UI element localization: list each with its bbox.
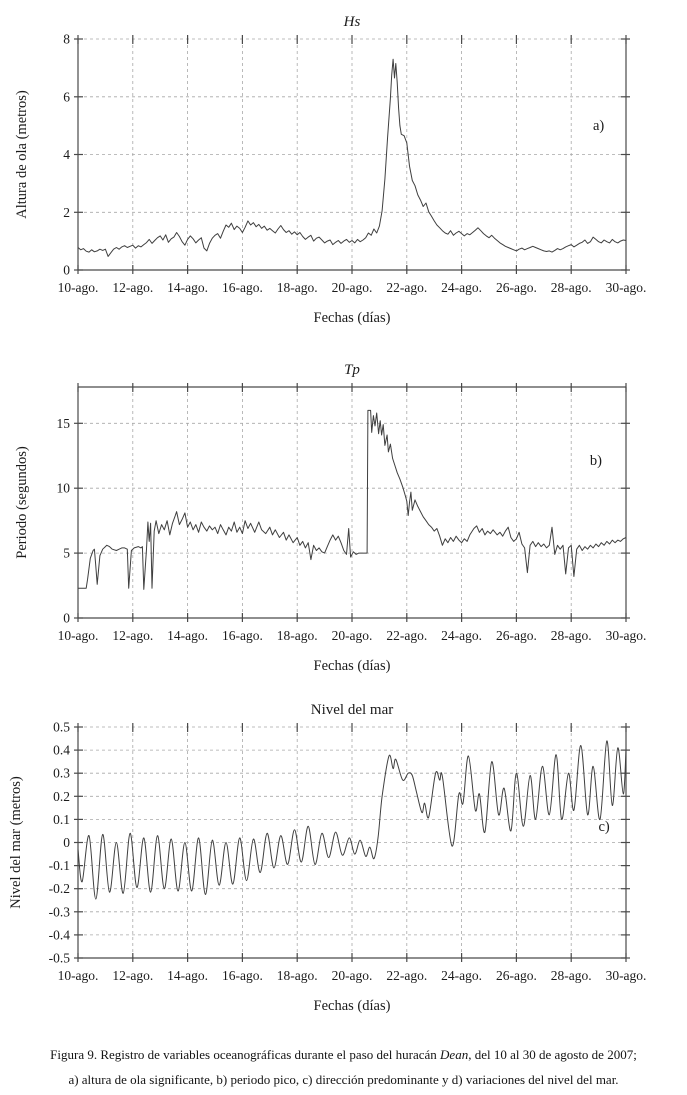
svg-text:14-ago.: 14-ago. [167,968,209,983]
svg-text:18-ago.: 18-ago. [276,968,318,983]
sea-level-chart [0,690,687,1030]
svg-text:c): c) [598,818,610,835]
caption-text-suffix: , del 10 al 30 de agosto de 2007; [468,1047,637,1062]
svg-text:26-ago.: 26-ago. [495,280,537,295]
svg-text:-0.5: -0.5 [48,950,70,966]
svg-text:2: 2 [63,204,70,220]
chart-a-block [0,0,687,345]
svg-text:30-ago.: 30-ago. [605,280,647,295]
svg-text:Fechas (días): Fechas (días) [313,658,391,674]
svg-text:20-ago.: 20-ago. [331,280,373,295]
svg-text:0: 0 [63,610,70,626]
caption-hurricane-name: Dean [440,1047,469,1062]
svg-text:-0.4: -0.4 [48,927,70,943]
svg-text:12-ago.: 12-ago. [112,628,154,643]
svg-text:6: 6 [63,89,70,105]
svg-text:5: 5 [63,545,70,561]
svg-text:0.3: 0.3 [53,765,70,781]
svg-text:10-ago.: 10-ago. [57,280,99,295]
svg-text:22-ago.: 22-ago. [386,968,428,983]
svg-text:Nivel del mar: Nivel del mar [310,702,394,718]
svg-text:24-ago.: 24-ago. [441,628,483,643]
svg-text:Tp: Tp [344,362,360,378]
caption-line-2: a) altura de ola significante, b) periodo pico, c) dirección predominante y d) variaciones del nivel del mar. [68,1072,619,1087]
tp-peak-period-chart [0,345,687,690]
svg-text:16-ago.: 16-ago. [221,968,263,983]
svg-text:22-ago.: 22-ago. [386,628,428,643]
svg-text:20-ago.: 20-ago. [331,968,373,983]
svg-text:14-ago.: 14-ago. [167,280,209,295]
svg-text:16-ago.: 16-ago. [221,280,263,295]
svg-text:10-ago.: 10-ago. [57,628,99,643]
svg-text:30-ago.: 30-ago. [605,628,647,643]
svg-text:Fechas (días): Fechas (días) [313,998,391,1014]
svg-text:Nivel del mar (metros): Nivel del mar (metros) [8,776,24,909]
figure-caption [0,1030,687,1092]
svg-text:-0.2: -0.2 [48,881,70,897]
svg-text:8: 8 [63,31,70,47]
svg-text:26-ago.: 26-ago. [495,628,537,643]
svg-text:28-ago.: 28-ago. [550,968,592,983]
caption-line-1 [0,1042,687,1067]
chart-c-block [0,690,687,1030]
svg-text:28-ago.: 28-ago. [550,628,592,643]
svg-text:12-ago.: 12-ago. [112,968,154,983]
svg-text:Hs: Hs [343,14,361,30]
svg-text:14-ago.: 14-ago. [167,628,209,643]
svg-text:12-ago.: 12-ago. [112,280,154,295]
svg-text:0.5: 0.5 [53,719,70,735]
svg-text:a): a) [592,118,605,134]
svg-text:4: 4 [63,147,70,162]
svg-text:-0.3: -0.3 [48,904,70,920]
svg-text:26-ago.: 26-ago. [495,968,537,983]
svg-text:0.2: 0.2 [53,788,70,804]
svg-text:10-ago.: 10-ago. [57,968,99,983]
hs-wave-height-chart [0,0,687,345]
svg-text:-0.1: -0.1 [48,858,70,874]
svg-text:0: 0 [63,835,70,850]
svg-text:Altura de ola (metros): Altura de ola (metros) [14,90,30,219]
svg-text:24-ago.: 24-ago. [441,968,483,983]
svg-text:15: 15 [56,415,70,431]
svg-text:18-ago.: 18-ago. [276,280,318,295]
svg-text:Periodo (segundos): Periodo (segundos) [14,446,30,559]
chart-b-block [0,345,687,690]
svg-text:b): b) [589,452,602,469]
svg-text:0: 0 [63,262,70,278]
caption-text-prefix: Figura 9. Registro de variables oceanográficas durante el paso del huracán [50,1047,441,1062]
svg-text:20-ago.: 20-ago. [331,628,373,643]
svg-text:10: 10 [56,480,70,496]
svg-text:22-ago.: 22-ago. [386,280,428,295]
svg-text:18-ago.: 18-ago. [276,628,318,643]
svg-text:0.4: 0.4 [53,742,70,758]
svg-text:30-ago.: 30-ago. [605,968,647,983]
svg-text:16-ago.: 16-ago. [221,628,263,643]
svg-text:28-ago.: 28-ago. [550,280,592,295]
svg-text:Fechas (días): Fechas (días) [313,310,391,326]
svg-text:0.1: 0.1 [53,811,70,827]
svg-text:24-ago.: 24-ago. [441,280,483,295]
